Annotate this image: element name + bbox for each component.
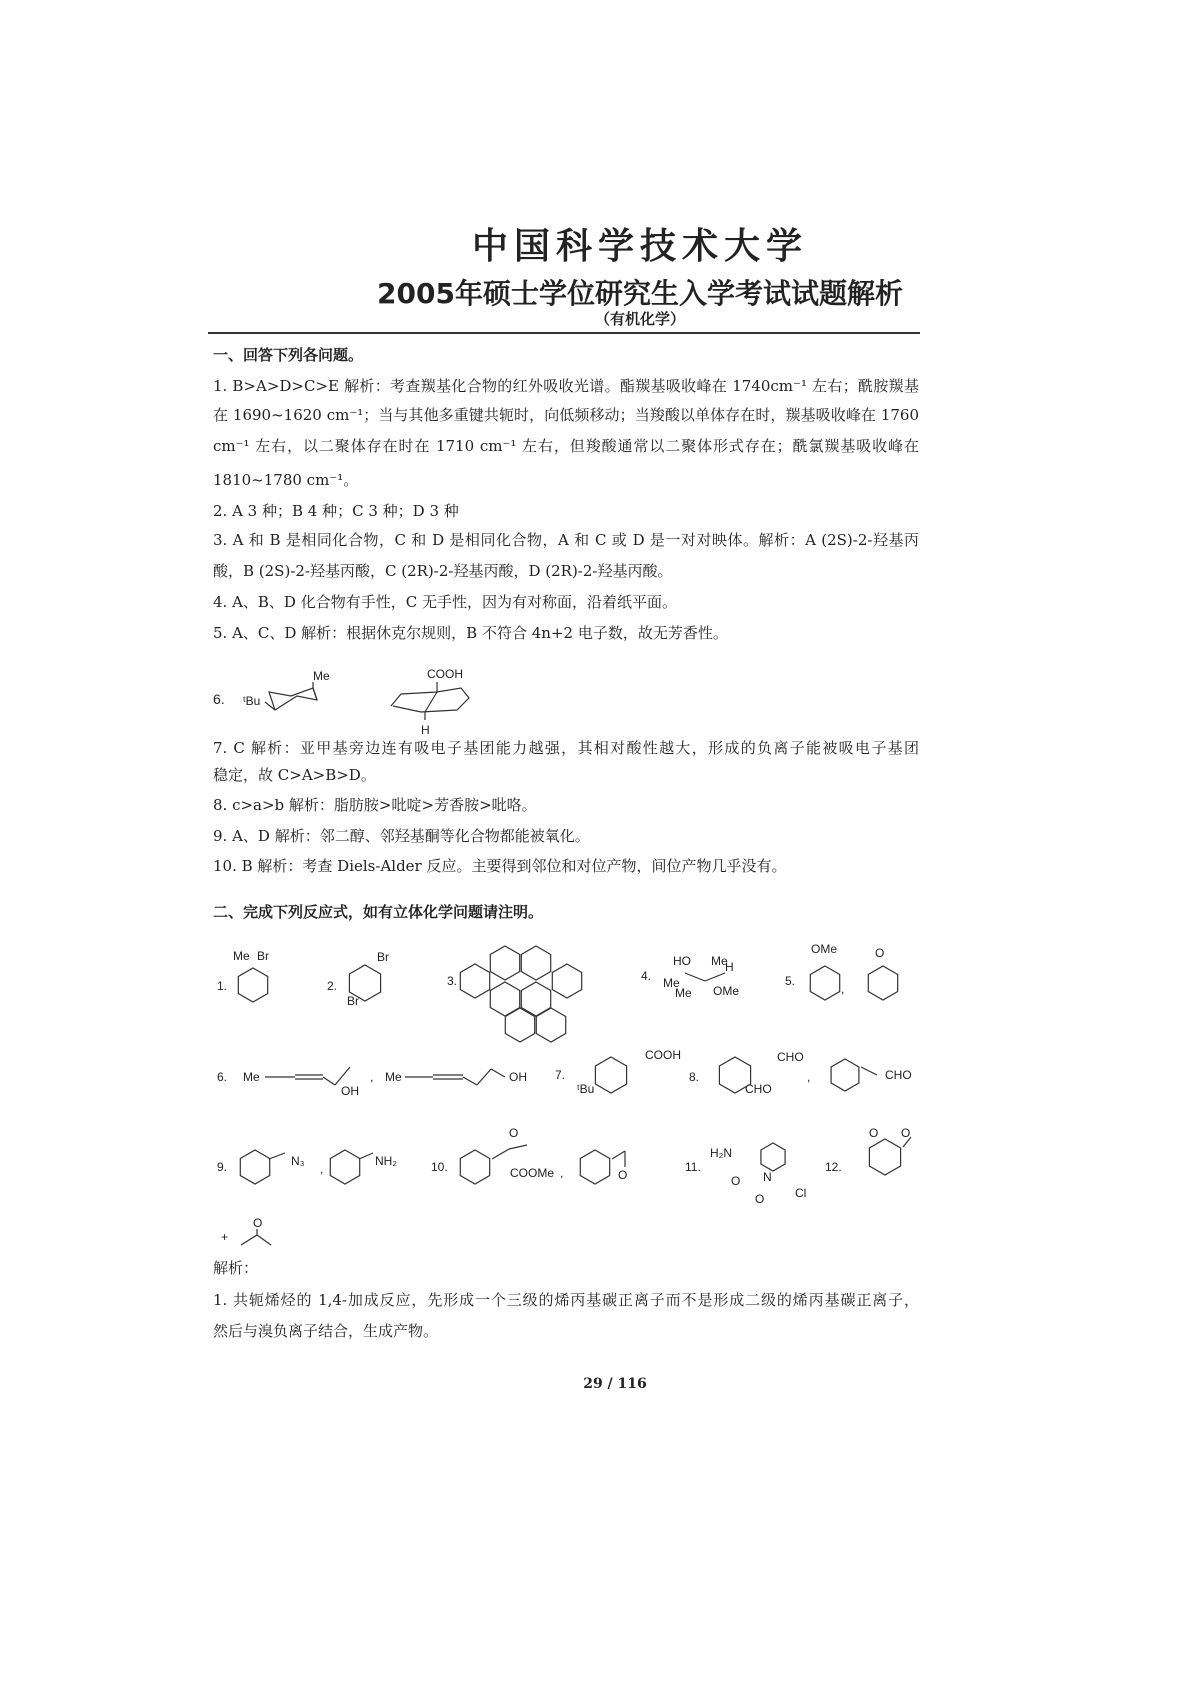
benzene-ring (595, 1057, 626, 1093)
ome-label: OMe (713, 984, 740, 998)
answer-line: 3. A 和 B 是相同化合物，C 和 D 是相同化合物，A 和 C 或 D 是一对对映体。解析：A (2S)-2-羟基丙 (213, 531, 919, 549)
q6-number: 6. (213, 691, 225, 707)
o-label: O (755, 1192, 765, 1206)
bond (477, 1069, 491, 1085)
analysis-line: 1. 共轭烯烃的 1,4-加成反应，先形成一个三级的烯丙基碳正离子而不是形成二级的烯丙基碳正离子， (213, 1291, 919, 1309)
n3-label: N₃ (291, 1154, 305, 1168)
page-number: 29 / 116 (583, 1376, 647, 1392)
n-label: N (763, 1170, 772, 1184)
header-divider (208, 332, 920, 334)
exam-title: 2005年硕士学位研究生入学考试试题解析 (377, 277, 903, 310)
br-label: Br (347, 994, 359, 1008)
bond (491, 1069, 505, 1077)
item-number: 6. (217, 1070, 228, 1084)
answer-line: 稳定，故 C>A>B>D。 (213, 766, 376, 784)
answer-line: 5. A、C、D 解析：根据休克尔规则，B 不符合 4n+2 电子数，故无芳香性。 (213, 624, 728, 642)
fused-ring (521, 946, 550, 980)
reaction-products (205, 935, 925, 1265)
analysis-label: 解析： (213, 1259, 259, 1277)
o-label: O (618, 1168, 628, 1182)
item-number: 11. (685, 1160, 701, 1174)
bond (705, 973, 725, 981)
cl-label: Cl (795, 1186, 807, 1200)
benzene-ring (240, 1150, 269, 1184)
tbu-label: ᵗBu (577, 1082, 595, 1096)
o-label: O (901, 1126, 911, 1140)
university-title: 中国科学技术大学 (471, 225, 808, 267)
item-number: 4. (641, 969, 652, 983)
cooh-label: COOH (645, 1048, 681, 1062)
br-label: Br (377, 950, 389, 964)
item-number: 12. (825, 1160, 842, 1174)
item-number: 3. (447, 974, 458, 988)
me-label: Me (675, 986, 692, 1000)
bond (492, 1149, 509, 1159)
comma: , (807, 1070, 811, 1084)
me-label: Me (663, 976, 680, 990)
comma: , (560, 1166, 564, 1180)
br-label: Br (257, 949, 269, 963)
bond (335, 1067, 350, 1085)
answer-line: 1. B>A>D>C>E 解析：考查羰基化合物的红外吸收光谱。酯羰基吸收峰在 1740cm⁻¹ 左右；酰胺羰基 (213, 377, 919, 395)
methoxy-cyclohexadiene-ring (810, 966, 839, 1000)
bond (509, 1145, 527, 1149)
oh-label: OH (509, 1070, 527, 1084)
acetone-skeleton (241, 1235, 271, 1245)
answer-line: cm⁻¹ 左右，以二聚体存在时在 1710 cm⁻¹ 左右，但羧酸通常以二聚体形式存在；酰氯羰基吸收峰在 (213, 437, 919, 455)
section1-heading: 一、回答下列各问题。 (213, 346, 364, 364)
benzene-ring (460, 1150, 489, 1184)
me-label: Me (385, 1070, 402, 1084)
section2-heading: 二、完成下列反应式，如有立体化学问题请注明。 (213, 903, 544, 921)
comma: , (370, 1070, 374, 1084)
plus-sign: + (221, 1230, 229, 1244)
cho-label: CHO (885, 1068, 912, 1082)
oh-label: OH (341, 1084, 359, 1098)
h-label: H (421, 723, 430, 737)
answer-line: 1810~1780 cm⁻¹。 (213, 471, 359, 489)
comma: , (320, 1162, 324, 1176)
answer-line: 8. c>a>b 解析：脂肪胺>吡啶>芳香胺>吡咯。 (213, 796, 537, 814)
me-label: Me (243, 1070, 260, 1084)
fused-ring (460, 964, 489, 998)
cyclohexane-chair (265, 688, 317, 710)
item-number: 7. (555, 1068, 566, 1082)
answer-line: 4. A、B、D 化合物有手性，C 无手性，因为有对称面，沿着纸平面。 (213, 593, 677, 611)
bond (269, 1153, 285, 1159)
answer-line: 7. C 解析：亚甲基旁边连有吸电子基团能力越强，其相对酸性越大，形成的负离子能被吸电子基团 (213, 739, 919, 757)
o-label: O (875, 946, 885, 960)
cho-label: CHO (745, 1082, 772, 1096)
item-number: 2. (327, 979, 338, 993)
me-label: Me (233, 949, 250, 963)
comma: , (841, 982, 845, 996)
cooh-label: COOH (427, 667, 463, 681)
h2n-label: H₂N (710, 1146, 732, 1160)
bond (685, 973, 705, 981)
item-number: 8. (689, 1070, 700, 1084)
pyrrolidine-ring (761, 1143, 785, 1171)
q6-structures (205, 660, 505, 740)
answer-line: 在 1690~1620 cm⁻¹；当与其他多重键共轭时，向低频移动；当羧酸以单体存在时，羰基吸收峰在 1760 (213, 406, 919, 424)
bond (612, 1151, 625, 1159)
analysis-line: 然后与溴负离子结合，生成产物。 (213, 1322, 439, 1340)
coome-label: COOMe (510, 1166, 555, 1180)
item-number: 10. (431, 1160, 448, 1174)
answer-line: 2. A 3 种；B 4 种；C 3 种；D 3 种 (213, 502, 459, 520)
ho-label: HO (673, 954, 691, 968)
subject-label: （有机化学） (594, 310, 685, 328)
me-label: Me (711, 954, 728, 968)
me-label: Me (313, 669, 330, 683)
bond (861, 1067, 877, 1075)
answer-line: 10. B 解析：考查 Diels-Alder 反应。主要得到邻位和对位产物，间位产物几乎没有。 (213, 857, 787, 875)
nh2-label: NH₂ (375, 1154, 397, 1168)
o-label: O (869, 1126, 879, 1140)
answer-line: 酸，B (2S)-2-羟基丙酸，C (2R)-2-羟基丙酸，D (2R)-2-羟基丙酸。 (213, 562, 673, 580)
item-number: 5. (785, 974, 796, 988)
indene-ring (831, 1059, 859, 1091)
o-label: O (253, 1216, 263, 1230)
cyclohexanone-ring (868, 966, 897, 1000)
bond (323, 1077, 335, 1085)
fused-ring (552, 964, 581, 998)
item-number: 9. (217, 1160, 228, 1174)
bond (463, 1077, 477, 1085)
bond (359, 1153, 373, 1159)
cho-label: CHO (777, 1050, 804, 1064)
h-label: H (725, 960, 734, 974)
item-number: 1. (217, 979, 228, 993)
fused-ring (490, 946, 519, 980)
ome-label: OMe (811, 942, 838, 956)
o-label: O (509, 1126, 519, 1140)
decalin-chair (391, 688, 469, 712)
o-label: O (731, 1174, 741, 1188)
cyclohexanone-ring (869, 1139, 900, 1175)
answer-line: 9. A、D 解析：邻二醇、邻羟基酮等化合物都能被氧化。 (213, 827, 590, 845)
benzene-ring (580, 1150, 609, 1184)
benzene-ring (330, 1150, 359, 1184)
tbu-label: ᵗBu (243, 694, 261, 708)
cyclohexene-ring (238, 968, 267, 1002)
